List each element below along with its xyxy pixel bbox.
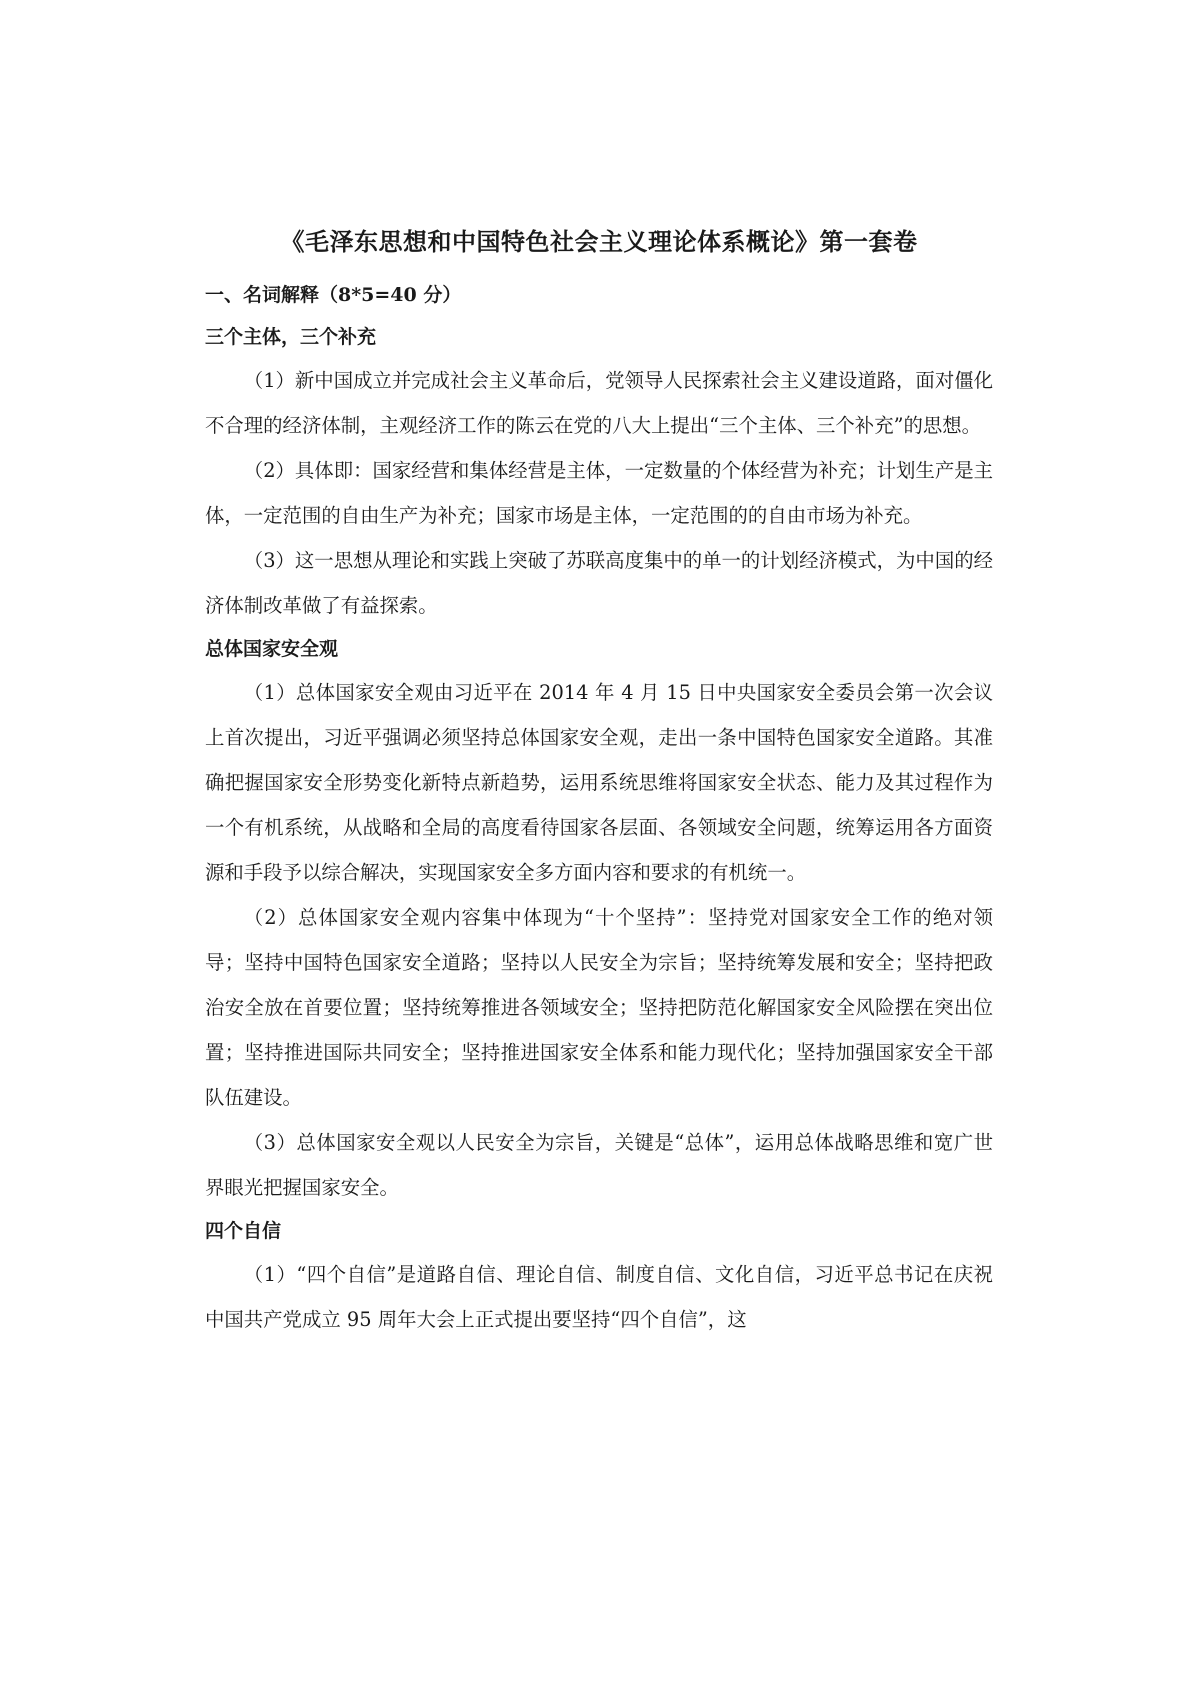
term-paragraph: （3）这一思想从理论和实践上突破了苏联高度集中的单一的计划经济模式，为中国的经济体制改革做了有益探索。 [205,549,993,617]
term-paragraph: （3）总体国家安全观以人民安全为宗旨，关键是“总体”，运用总体战略思维和宽广世界眼光把握国家安全。 [205,1131,993,1199]
term-heading-four-confidences: 四个自信 [205,1220,282,1242]
term-heading-three-subjects: 三个主体，三个补充 [205,326,377,348]
term-paragraph: （1）新中国成立并完成社会主义革命后，党领导人民探索社会主义建设道路，面对僵化不合理的经济体制，主观经济工作的陈云在党的八大上提出“三个主体、三个补充”的思想。 [205,369,993,437]
term-heading-national-security: 总体国家安全观 [205,638,339,660]
document-title: 《毛泽东思想和中国特色社会主义理论体系概论》第一套卷 [280,227,918,256]
term-paragraph: （1）总体国家安全观由习近平在 2014 年 4 月 15 日中央国家安全委员会第一次会议上首次提出，习近平强调必须坚持总体国家安全观，走出一条中国特色国家安全道路。其准确把握国家安全形势变化新特点新趋势，运用系统思维将国家安全状态、能力及其过程作为一个有机系统，从战略和全局的高度看待国家各层面、各领域安全问题，统筹运用各方面资源和手段予以综合解决，实现国家安全多方面内容和要求的有机统一。 [205,681,993,884]
term-paragraph: （2）总体国家安全观内容集中体现为“十个坚持”：坚持党对国家安全工作的绝对领导；坚持中国特色国家安全道路；坚持以人民安全为宗旨；坚持统筹发展和安全；坚持把政治安全放在首要位置；坚持统筹推进各领域安全；坚持把防范化解国家安全风险摆在突出位置；坚持推进国际共同安全；坚持推进国家安全体系和能力现代化；坚持加强国家安全干部队伍建设。 [205,906,993,1109]
document-body [205,222,993,1342]
section-heading: 一、名词解释（8*5=40 分） [205,284,462,306]
term-paragraph: （2）具体即：国家经营和集体经营是主体，一定数量的个体经营为补充；计划生产是主体，一定范围的自由生产为补充；国家市场是主体，一定范围的的自由市场为补充。 [205,459,993,527]
term-paragraph: （1）“四个自信”是道路自信、理论自信、制度自信、文化自信，习近平总书记在庆祝中国共产党成立 95 周年大会上正式提出要坚持“四个自信”，这 [205,1263,993,1331]
